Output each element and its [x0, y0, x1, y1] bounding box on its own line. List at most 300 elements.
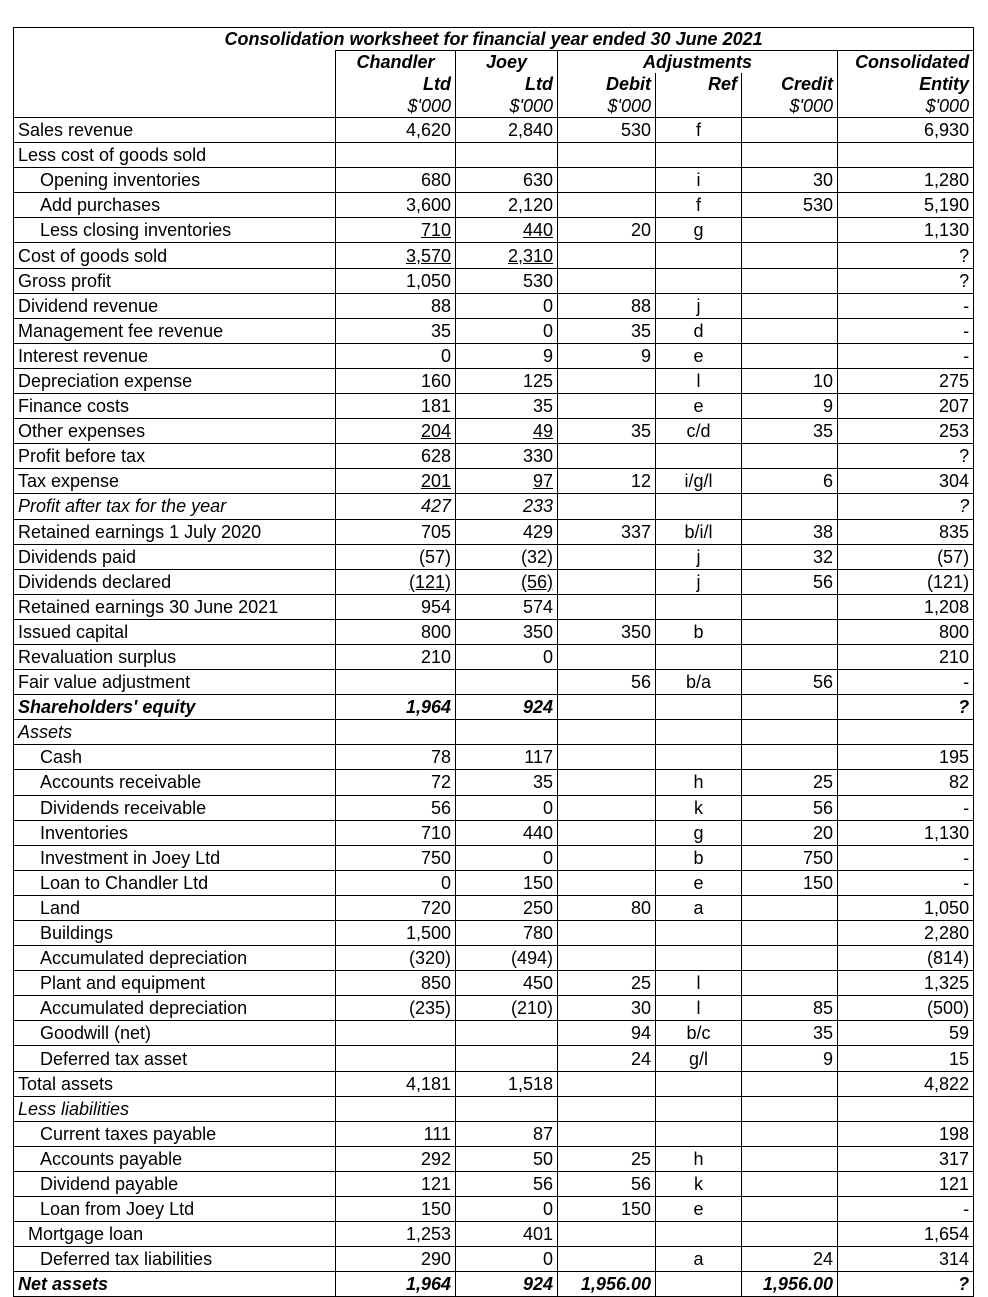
- consolidated-value: 1,325: [924, 973, 970, 994]
- consolidated-value: 210: [939, 647, 970, 668]
- table-row: [14, 921, 974, 946]
- header-entity: Entity: [838, 73, 974, 95]
- table-row: [14, 895, 974, 920]
- row-label: Sales revenue: [18, 120, 134, 141]
- chandler-value: 201: [420, 471, 451, 492]
- consolidated-value: -: [963, 345, 970, 366]
- credit-value: 56: [812, 571, 833, 592]
- consolidated-value: 59: [949, 1023, 970, 1044]
- debit-value: 1,956.00: [580, 1274, 651, 1295]
- joey-value: (56): [520, 571, 553, 592]
- consolidated-value: 6,930: [924, 120, 970, 141]
- consolidated-value: -: [963, 295, 970, 316]
- header-consolidated: Consolidated: [838, 51, 974, 74]
- row-label: Loan from Joey Ltd: [40, 1199, 195, 1220]
- debit-value: 337: [620, 521, 651, 542]
- row-label: Depreciation expense: [18, 370, 193, 391]
- chandler-value: 150: [420, 1199, 451, 1220]
- table-row: [14, 670, 974, 695]
- header-consolidated-unit: $'000: [838, 95, 974, 118]
- chandler-value: 3,570: [405, 245, 451, 266]
- chandler-value: 850: [420, 973, 451, 994]
- consolidated-value: 2,280: [924, 923, 970, 944]
- joey-value: 1,518: [507, 1073, 553, 1094]
- consolidated-value: 15: [949, 1048, 970, 1069]
- table-row: [14, 1171, 974, 1196]
- joey-value: 2,310: [507, 245, 553, 266]
- credit-value: 6: [822, 471, 833, 492]
- joey-value: 97: [532, 471, 553, 492]
- credit-value: 56: [812, 797, 833, 818]
- consolidated-value: 253: [939, 421, 970, 442]
- table-row: [14, 1222, 974, 1247]
- chandler-value: 0: [440, 345, 451, 366]
- debit-value: 56: [630, 1173, 651, 1194]
- ref-value: h: [693, 772, 704, 793]
- joey-value: 530: [522, 270, 553, 291]
- chandler-value: 705: [420, 521, 451, 542]
- joey-value: 233: [522, 496, 553, 517]
- credit-value: 25: [812, 772, 833, 793]
- table-row: [14, 193, 974, 218]
- consolidated-value: -: [963, 672, 970, 693]
- consolidated-value: 835: [939, 521, 970, 542]
- table-row: [14, 494, 974, 519]
- table-row: [14, 971, 974, 996]
- consolidated-value: 1,130: [924, 220, 970, 241]
- chandler-value: 78: [430, 747, 451, 768]
- ref-value: d: [693, 320, 704, 341]
- ref-value: j: [696, 295, 701, 316]
- row-label: Investment in Joey Ltd: [40, 847, 221, 868]
- ref-value: a: [693, 897, 704, 918]
- debit-value: 350: [620, 621, 651, 642]
- debit-value: 56: [630, 672, 651, 693]
- table-row: [14, 745, 974, 770]
- consolidated-value: ?: [959, 245, 970, 266]
- title-row: [14, 28, 974, 51]
- row-label: Dividends receivable: [40, 797, 207, 818]
- header-chandler-ltd: Ltd: [336, 73, 456, 95]
- credit-value: 38: [812, 521, 833, 542]
- ref-value: e: [693, 872, 704, 893]
- consolidated-value: 275: [939, 370, 970, 391]
- row-label: Plant and equipment: [40, 973, 206, 994]
- consolidated-value: 121: [939, 1173, 970, 1194]
- table-row: [14, 594, 974, 619]
- ref-value: b: [693, 621, 704, 642]
- consolidated-value: ?: [959, 270, 970, 291]
- row-label: Dividend payable: [40, 1173, 179, 1194]
- debit-value: 12: [630, 471, 651, 492]
- chandler-value: 181: [420, 396, 451, 417]
- table-row: [14, 695, 974, 720]
- table-row: [14, 243, 974, 268]
- table-row: [14, 1071, 974, 1096]
- chandler-value: 1,253: [405, 1224, 451, 1245]
- chandler-value: 1,050: [405, 270, 451, 291]
- credit-value: 530: [802, 195, 833, 216]
- table-row: [14, 519, 974, 544]
- row-label: Dividend revenue: [18, 295, 159, 316]
- row-label: Profit before tax: [18, 446, 146, 467]
- ref-value: g: [693, 220, 704, 241]
- row-label: Accounts payable: [40, 1148, 183, 1169]
- joey-value: 440: [522, 822, 553, 843]
- row-label: Deferred tax asset: [40, 1048, 188, 1069]
- credit-value: 30: [812, 170, 833, 191]
- row-label: Issued capital: [18, 621, 129, 642]
- consolidated-value: 304: [939, 471, 970, 492]
- table-row: [14, 118, 974, 143]
- row-label: Total assets: [18, 1073, 114, 1094]
- table-row: [14, 444, 974, 469]
- chandler-value: (320): [408, 948, 451, 969]
- header-credit-unit: $'000: [742, 95, 838, 118]
- debit-value: 94: [630, 1023, 651, 1044]
- consolidated-value: 1,050: [924, 897, 970, 918]
- table-row: [14, 1272, 974, 1297]
- row-label: Buildings: [40, 923, 114, 944]
- joey-value: 450: [522, 973, 553, 994]
- row-label: Gross profit: [18, 270, 112, 291]
- ref-value: k: [694, 1173, 703, 1194]
- joey-value: 440: [522, 220, 553, 241]
- row-label: Add purchases: [40, 195, 161, 216]
- ref-value: b/i/l: [684, 521, 713, 542]
- debit-value: 150: [620, 1199, 651, 1220]
- consolidated-value: 1,208: [924, 596, 970, 617]
- ref-value: g/l: [688, 1048, 708, 1069]
- row-label: Accumulated depreciation: [40, 998, 248, 1019]
- chandler-value: 72: [430, 772, 451, 793]
- header-row-2: [14, 73, 974, 95]
- table-row: [14, 343, 974, 368]
- consolidated-value: 4,822: [924, 1073, 970, 1094]
- joey-value: (210): [510, 998, 553, 1019]
- table-row: [14, 544, 974, 569]
- debit-value: 530: [620, 120, 651, 141]
- chandler-value: 88: [430, 295, 451, 316]
- consolidated-value: ?: [959, 446, 970, 467]
- table-row: [14, 820, 974, 845]
- credit-value: 20: [812, 822, 833, 843]
- consolidated-value: 800: [939, 621, 970, 642]
- joey-value: 250: [522, 897, 553, 918]
- header-chandler-unit: $'000: [336, 95, 456, 118]
- chandler-value: 954: [420, 596, 451, 617]
- header-debit-unit: $'000: [558, 95, 656, 118]
- header-adjustments: Adjustments: [558, 51, 838, 74]
- chandler-value: 210: [420, 647, 451, 668]
- credit-value: 9: [822, 396, 833, 417]
- chandler-value: 121: [420, 1173, 451, 1194]
- consolidated-value: ?: [958, 697, 970, 718]
- chandler-value: 750: [420, 847, 451, 868]
- consolidated-value: 195: [939, 747, 970, 768]
- header-chandler: Chandler: [336, 51, 456, 74]
- row-label: Dividends paid: [18, 546, 137, 567]
- table-row: [14, 795, 974, 820]
- consolidation-worksheet: [13, 27, 974, 1297]
- consolidated-value: 82: [949, 772, 970, 793]
- table-row: [14, 368, 974, 393]
- chandler-value: 4,181: [405, 1073, 451, 1094]
- consolidated-value: (814): [927, 948, 970, 969]
- consolidated-value: (57): [937, 546, 970, 567]
- joey-value: 0: [542, 1199, 553, 1220]
- ref-value: f: [695, 195, 701, 216]
- table-row: [14, 168, 974, 193]
- header-row-3: [14, 95, 974, 118]
- chandler-value: 292: [420, 1148, 451, 1169]
- ref-value: i/g/l: [684, 471, 713, 492]
- debit-value: 35: [630, 421, 651, 442]
- joey-value: 2,840: [507, 120, 553, 141]
- row-label: Less cost of goods sold: [18, 145, 207, 166]
- joey-value: 9: [542, 345, 553, 366]
- consolidated-value: 5,190: [924, 195, 970, 216]
- joey-value: 0: [542, 797, 553, 818]
- ref-value: l: [696, 998, 701, 1019]
- table-row: [14, 946, 974, 971]
- chandler-value: 427: [420, 496, 451, 517]
- credit-value: 35: [812, 1023, 833, 1044]
- joey-value: (494): [510, 948, 553, 969]
- ref-value: g: [693, 822, 704, 843]
- joey-value: 630: [522, 170, 553, 191]
- joey-value: 350: [522, 621, 553, 642]
- header-credit: Credit: [742, 73, 838, 95]
- row-label: Interest revenue: [18, 345, 149, 366]
- credit-value: 9: [822, 1048, 833, 1069]
- ref-value: f: [695, 120, 701, 141]
- consolidated-value: 1,280: [924, 170, 970, 191]
- table-row: [14, 996, 974, 1021]
- ref-value: b: [693, 847, 704, 868]
- chandler-value: 628: [420, 446, 451, 467]
- row-label: Goodwill (net): [40, 1023, 152, 1044]
- chandler-value: 4,620: [405, 120, 451, 141]
- table-row: [14, 318, 974, 343]
- joey-value: 924: [522, 697, 553, 718]
- row-label: Revaluation surplus: [18, 647, 177, 668]
- row-label: Shareholders' equity: [18, 697, 196, 718]
- consolidated-value: -: [963, 320, 970, 341]
- row-label: Management fee revenue: [18, 320, 224, 341]
- row-label: Deferred tax liabilities: [40, 1249, 213, 1270]
- debit-value: 80: [630, 897, 651, 918]
- credit-value: 750: [802, 847, 833, 868]
- consolidated-value: -: [963, 847, 970, 868]
- row-label: Land: [40, 897, 81, 918]
- row-label: Current taxes payable: [40, 1123, 217, 1144]
- consolidated-value: (500): [927, 998, 970, 1019]
- joey-value: 0: [542, 647, 553, 668]
- table-row: [14, 268, 974, 293]
- row-label: Assets: [18, 722, 73, 743]
- row-label: Accounts receivable: [40, 772, 202, 793]
- chandler-value: 1,964: [405, 1274, 451, 1295]
- credit-value: 56: [812, 672, 833, 693]
- ref-value: e: [693, 345, 704, 366]
- credit-value: 150: [802, 872, 833, 893]
- table-row: [14, 1021, 974, 1046]
- chandler-value: 720: [420, 897, 451, 918]
- row-label: Cash: [40, 747, 83, 768]
- credit-value: 10: [812, 370, 833, 391]
- table-row: [14, 870, 974, 895]
- debit-value: 35: [630, 320, 651, 341]
- table-row: [14, 1197, 974, 1222]
- joey-value: 56: [532, 1173, 553, 1194]
- table-row: [14, 644, 974, 669]
- header-joey-ltd: Ltd: [456, 73, 558, 95]
- consolidated-value: 1,130: [924, 822, 970, 843]
- row-label: Accumulated depreciation: [40, 948, 248, 969]
- ref-value: j: [696, 571, 701, 592]
- row-label: Dividends declared: [18, 571, 172, 592]
- chandler-value: (121): [408, 571, 451, 592]
- table-row: [14, 1247, 974, 1272]
- chandler-value: 680: [420, 170, 451, 191]
- chandler-value: 1,964: [405, 697, 451, 718]
- debit-value: 88: [630, 295, 651, 316]
- debit-value: 25: [630, 1148, 651, 1169]
- ref-value: e: [693, 396, 704, 417]
- debit-value: 9: [640, 345, 651, 366]
- table-row: [14, 619, 974, 644]
- ref-value: b/c: [686, 1023, 711, 1044]
- table-row: [14, 469, 974, 494]
- chandler-value: 111: [423, 1123, 451, 1144]
- consolidated-value: 314: [939, 1249, 970, 1270]
- credit-value: 24: [812, 1249, 833, 1270]
- header-ref: Ref: [656, 73, 742, 95]
- row-label: Opening inventories: [40, 170, 201, 191]
- row-label: Loan to Chandler Ltd: [40, 872, 209, 893]
- header-debit: Debit: [558, 73, 656, 95]
- joey-value: 35: [532, 772, 553, 793]
- row-label: Less liabilities: [18, 1098, 130, 1119]
- row-label: Less closing inventories: [40, 220, 232, 241]
- row-label: Fair value adjustment: [18, 672, 191, 693]
- row-label: Finance costs: [18, 396, 130, 417]
- table-row: [14, 394, 974, 419]
- chandler-value: 800: [420, 621, 451, 642]
- chandler-value: 1,500: [405, 923, 451, 944]
- row-label: Inventories: [40, 822, 129, 843]
- row-label: Profit after tax for the year: [18, 496, 227, 517]
- consolidated-value: -: [963, 872, 970, 893]
- table-row: [14, 1046, 974, 1071]
- chandler-value: 56: [430, 797, 451, 818]
- joey-value: 924: [522, 1274, 553, 1295]
- credit-value: 85: [812, 998, 833, 1019]
- credit-value: 32: [812, 546, 833, 567]
- header-row-1: [14, 51, 974, 74]
- table-row: [14, 1146, 974, 1171]
- consolidated-value: ?: [958, 1274, 970, 1295]
- debit-value: 24: [630, 1048, 651, 1069]
- joey-value: 780: [522, 923, 553, 944]
- joey-value: 2,120: [507, 195, 553, 216]
- joey-value: 0: [542, 847, 553, 868]
- ref-value: l: [696, 370, 701, 391]
- table-row: [14, 293, 974, 318]
- table-row: [14, 1121, 974, 1146]
- debit-value: 30: [630, 998, 651, 1019]
- ref-value: k: [694, 797, 703, 818]
- joey-value: 49: [532, 421, 553, 442]
- ref-value: l: [696, 973, 701, 994]
- chandler-value: 160: [420, 370, 451, 391]
- worksheet-title: Consolidation worksheet for financial year ended 30 June 2021: [14, 28, 974, 51]
- chandler-value: (57): [418, 546, 451, 567]
- row-label: Cost of goods sold: [18, 245, 168, 266]
- joey-value: (32): [520, 546, 553, 567]
- table-row: [14, 569, 974, 594]
- joey-value: 401: [522, 1224, 553, 1245]
- joey-value: 0: [542, 295, 553, 316]
- consolidated-value: -: [963, 1199, 970, 1220]
- chandler-value: 710: [420, 220, 451, 241]
- joey-value: 0: [542, 320, 553, 341]
- ref-value: a: [693, 1249, 704, 1270]
- chandler-value: 35: [430, 320, 451, 341]
- joey-value: 330: [522, 446, 553, 467]
- consolidated-value: 1,654: [924, 1224, 970, 1245]
- chandler-value: 710: [420, 822, 451, 843]
- table-row: [14, 143, 974, 168]
- consolidated-value: 198: [939, 1123, 970, 1144]
- ref-value: b/a: [685, 672, 712, 693]
- chandler-value: 3,600: [405, 195, 451, 216]
- table-row: [14, 218, 974, 243]
- chandler-value: (235): [408, 998, 451, 1019]
- consolidated-value: 207: [939, 396, 970, 417]
- consolidated-value: -: [963, 797, 970, 818]
- debit-value: 25: [630, 973, 651, 994]
- joey-value: 35: [532, 396, 553, 417]
- ref-value: h: [693, 1148, 704, 1169]
- debit-value: 20: [630, 220, 651, 241]
- ref-value: i: [696, 170, 701, 191]
- consolidated-value: 317: [939, 1148, 970, 1169]
- row-label: Tax expense: [18, 471, 120, 492]
- row-label: Mortgage loan: [28, 1224, 144, 1245]
- header-joey: Joey: [456, 51, 558, 74]
- ref-value: c/d: [686, 421, 711, 442]
- table-row: [14, 1096, 974, 1121]
- credit-value: 35: [812, 421, 833, 442]
- table-row: [14, 419, 974, 444]
- joey-value: 50: [532, 1148, 553, 1169]
- row-label: Retained earnings 30 June 2021: [18, 596, 279, 617]
- table-row: [14, 770, 974, 795]
- chandler-value: 204: [420, 421, 451, 442]
- consolidated-value: ?: [959, 496, 970, 517]
- row-label: Net assets: [18, 1274, 109, 1295]
- header-joey-unit: $'000: [456, 95, 558, 118]
- credit-value: 1,956.00: [762, 1274, 833, 1295]
- joey-value: 125: [522, 370, 553, 391]
- row-label: Other expenses: [18, 421, 146, 442]
- joey-value: 87: [532, 1123, 553, 1144]
- chandler-value: 0: [440, 872, 451, 893]
- ref-value: e: [693, 1199, 704, 1220]
- table-row: [14, 845, 974, 870]
